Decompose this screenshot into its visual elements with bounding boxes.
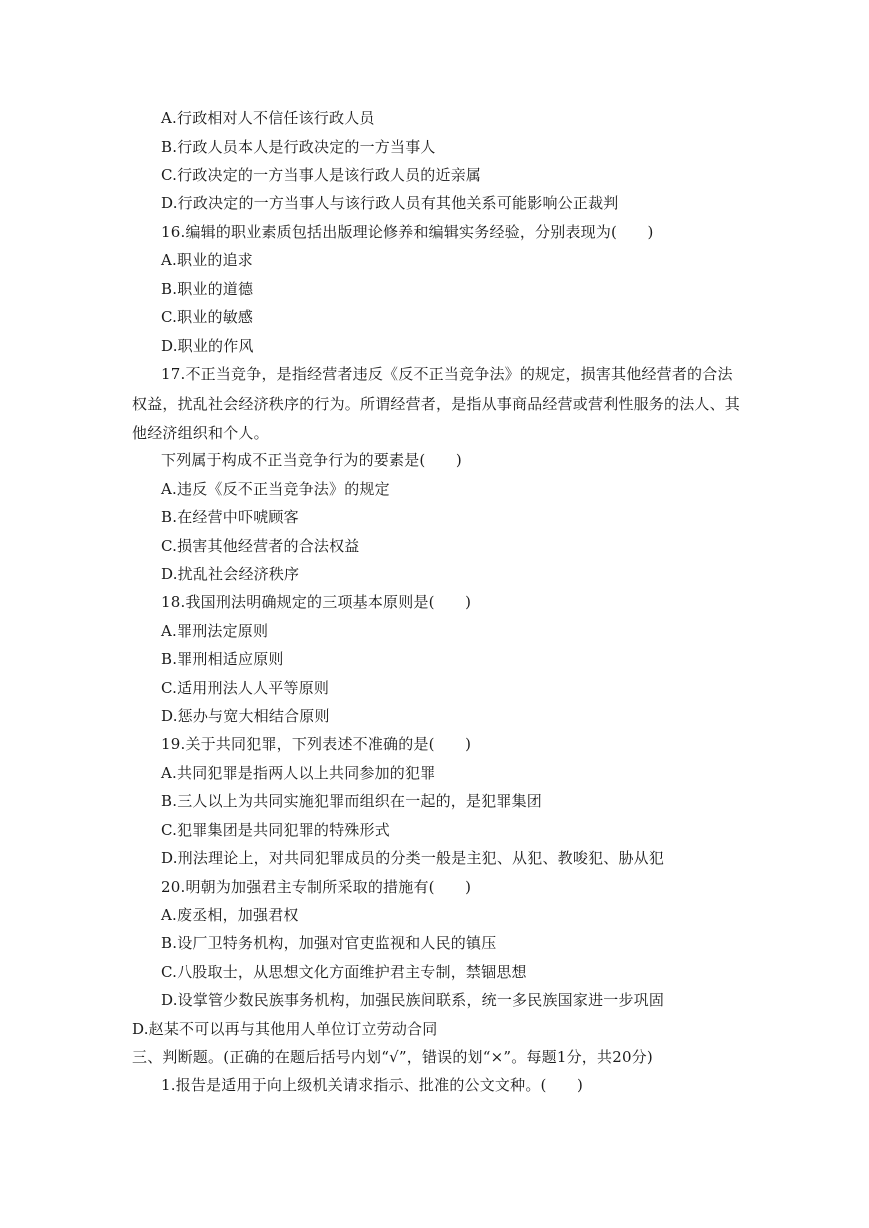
q19-option-b: B.三人以上为共同实施犯罪而组织在一起的，是犯罪集团: [161, 792, 542, 810]
q16-option-b: B.职业的道德: [161, 280, 254, 298]
q18-option-b: B.罪刑相适应原则: [161, 650, 284, 668]
q17-stem-line1: 17.不正当竞争，是指经营者违反《反不正当竞争法》的规定，损害其他经营者的合法: [161, 365, 733, 383]
q17-stem-line2: 权益，扰乱社会经济秩序的行为。所谓经营者，是指从事商品经营或营利性服务的法人、其: [132, 395, 741, 413]
q15-option-b: B.行政人员本人是行政决定的一方当事人: [161, 138, 436, 156]
q17-stem-line3: 他经济组织和个人。: [132, 424, 269, 442]
q19-option-c: C.犯罪集团是共同犯罪的特殊形式: [161, 821, 390, 839]
q19-stem: 19.关于共同犯罪，下列表述不准确的是( ): [161, 735, 472, 753]
q20-option-c: C.八股取士，从思想文化方面维护君主专制，禁锢思想: [161, 963, 527, 981]
q18-option-a: A.罪刑法定原则: [161, 622, 269, 640]
q18-stem: 18.我国刑法明确规定的三项基本原则是( ): [161, 593, 472, 611]
q17-option-d: D.扰乱社会经济秩序: [161, 565, 300, 583]
section-heading-true-false: 三、判断题。(正确的在题后括号内划“√”，错误的划“×”。每题1分，共20分): [132, 1048, 653, 1066]
q17-option-a: A.违反《反不正当竞争法》的规定: [161, 480, 390, 498]
q20-option-a: A.废丞相，加强君权: [161, 906, 299, 924]
q19-option-d: D.刑法理论上，对共同犯罪成员的分类一般是主犯、从犯、教唆犯、胁从犯: [161, 849, 665, 867]
q18-option-d: D.惩办与宽大相结合原则: [161, 707, 330, 725]
q17-option-c: C.损害其他经营者的合法权益: [161, 537, 360, 555]
q18-option-c: C.适用刑法人人平等原则: [161, 679, 330, 697]
q15-option-d: D.行政决定的一方当事人与该行政人员有其他关系可能影响公正裁判: [161, 194, 619, 212]
stray-option-d: D.赵某不可以再与其他用人单位订立劳动合同: [132, 1020, 438, 1038]
q16-option-d: D.职业的作风: [161, 337, 254, 355]
q19-option-a: A.共同犯罪是指两人以上共同参加的犯罪: [161, 764, 436, 782]
q16-stem: 16.编辑的职业素质包括出版理论修养和编辑实务经验，分别表现为( ): [161, 223, 654, 241]
q20-option-d: D.设掌管少数民族事务机构，加强民族间联系，统一多民族国家进一步巩固: [161, 991, 665, 1009]
q16-option-a: A.职业的追求: [161, 251, 254, 269]
q15-option-a: A.行政相对人不信任该行政人员: [161, 109, 375, 127]
q17-option-b: B.在经营中吓唬顾客: [161, 508, 299, 526]
q15-option-c: C.行政决定的一方当事人是该行政人员的近亲属: [161, 166, 482, 184]
q16-option-c: C.职业的敏感: [161, 308, 254, 326]
q20-option-b: B.设厂卫特务机构，加强对官吏监视和人民的镇压: [161, 934, 497, 952]
q20-stem: 20.明朝为加强君主专制所采取的措施有( ): [161, 878, 472, 896]
tf-question-1: 1.报告是适用于向上级机关请求指示、批准的公文文种。( ): [161, 1076, 584, 1094]
q17-question: 下列属于构成不正当竞争行为的要素是( ): [161, 451, 462, 469]
